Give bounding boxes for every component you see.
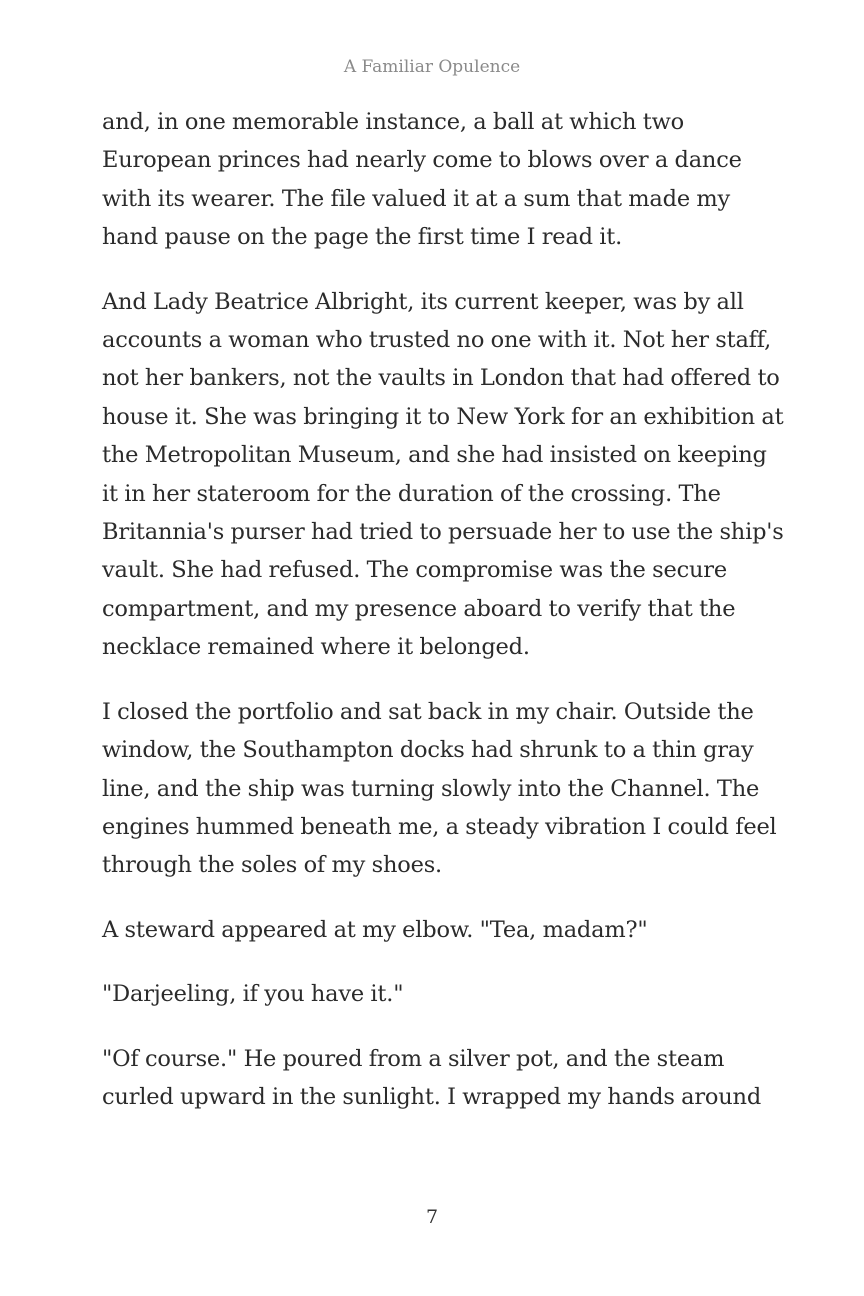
running-head-title: A Familiar Opulence	[343, 57, 521, 77]
paragraph: A steward appeared at my elbow. "Tea, madam?"	[102, 916, 648, 943]
paragraph: "Of course." He poured from a silver pot, and the steam curled upward in the sunlight. I wrapped my hands around	[102, 1045, 762, 1110]
page-number: 7	[425, 1206, 439, 1228]
page-body	[102, 103, 784, 1142]
paragraph: "Darjeeling, if you have it."	[102, 981, 404, 1008]
paragraph: I closed the portfolio and sat back in my chair. Outside the window, the Southampton docks had shrunk to a thin gray line, and the ship was turning slowly into the Channel. The engines hummed beneath me, a steady vibration I could feel through the soles of my shoes.	[102, 698, 777, 879]
paragraph: and, in one memorable instance, a ball at which two European princes had nearly come to blows over a dance with its wearer. The file valued it at a sum that made my hand pause on the page the first time I read it.	[102, 109, 742, 251]
paragraph: And Lady Beatrice Albright, its current keeper, was by all accounts a woman who trusted no one with it. Not her staff, not her bankers, not the vaults in London that had offered to house it. She was bringing it to New York for an exhibition at the Metropolitan Museum, and she had insisted on keeping it in her stateroom for the duration of the crossing. The Britannia's purser had tried to persuade her to use the ship's vault. She had refused. The compromise was the secure compartment, and my presence aboard to verify that the necklace remained where it belonged.	[102, 288, 784, 661]
